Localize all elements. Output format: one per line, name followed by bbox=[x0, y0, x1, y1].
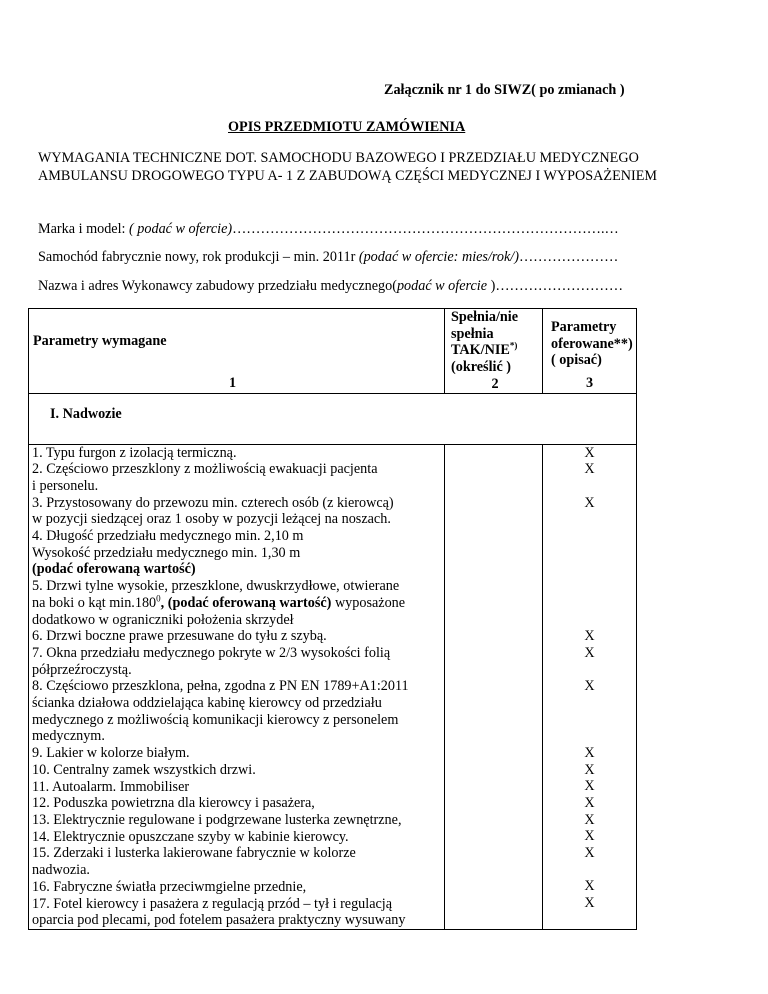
x-mark: X bbox=[584, 628, 595, 645]
x-mark bbox=[546, 728, 633, 745]
items-x-cell bbox=[543, 444, 637, 929]
x-mark: X bbox=[584, 895, 595, 912]
model-label: Marka i model: bbox=[38, 221, 130, 237]
vehicle-dots: ………………… bbox=[518, 249, 619, 265]
contractor-dots: ……………………… bbox=[495, 278, 623, 294]
list-item: na boki o kąt min.180$^0$, (podać oferowaną wartość) wyposażone bbox=[32, 593, 406, 611]
section-row bbox=[29, 393, 637, 444]
x-mark bbox=[546, 695, 633, 712]
list-item: 4. Długość przedziału medycznego min. 2,10 m bbox=[32, 528, 304, 545]
list-item: półprzeźroczystą. bbox=[32, 661, 132, 678]
items-compliance-cell bbox=[445, 444, 543, 929]
col3-header-label: Parametry oferowane**) ( opisać) bbox=[551, 319, 633, 368]
list-item: w pozycji siedzącej oraz 1 osoby w pozycji leżącej na noszach. bbox=[32, 511, 391, 528]
x-mark: X bbox=[584, 444, 595, 461]
x-mark bbox=[546, 595, 633, 612]
vehicle-label: Samochód fabrycznie nowy, rok produkcji – min. 2011r bbox=[38, 249, 359, 265]
contractor-field bbox=[38, 278, 623, 296]
x-mark: X bbox=[584, 744, 595, 761]
list-item: medycznym. bbox=[32, 728, 105, 745]
x-mark: X bbox=[584, 761, 595, 778]
x-mark: X bbox=[584, 828, 595, 845]
x-mark bbox=[546, 511, 633, 528]
x-mark bbox=[546, 478, 633, 495]
col3-number: 3 bbox=[585, 375, 594, 391]
table-header-row bbox=[29, 309, 637, 394]
items-text-cell bbox=[29, 444, 445, 929]
list-item: dodatkowo w ograniczniki położenia skrzydeł bbox=[32, 611, 294, 628]
list-item: (podać oferowaną wartość) bbox=[32, 561, 196, 578]
col1-header-label: Parametry wymagane bbox=[33, 333, 167, 349]
x-mark: X bbox=[584, 644, 595, 661]
col1-number: 1 bbox=[229, 375, 237, 391]
x-mark bbox=[546, 528, 633, 545]
x-mark: X bbox=[584, 811, 595, 828]
col2-header bbox=[445, 309, 543, 394]
col2-header-line: TAK/NIE*) bbox=[451, 340, 518, 359]
list-item: 9. Lakier w kolorze białym. bbox=[32, 745, 190, 762]
items-row bbox=[29, 444, 637, 929]
model-field bbox=[38, 221, 619, 239]
list-item: 3. Przystosowany do przewozu min. czterech osób (z kierowcą) bbox=[32, 494, 394, 511]
list-item: 8. Częściowo przeszklona, pełna, zgodna z PN EN 1789+A1:2011 bbox=[32, 678, 409, 695]
x-mark: X bbox=[584, 878, 595, 895]
list-item: 7. Okna przedziału medycznego pokryte w 2/3 wysokości folią bbox=[32, 644, 391, 661]
x-mark bbox=[546, 611, 633, 628]
x-mark: X bbox=[584, 778, 595, 795]
list-item: 14. Elektrycznie opuszczane szyby w kabinie kierowcy. bbox=[32, 828, 349, 845]
list-item: 17. Fotel kierowcy i pasażera z regulacją przód – tył i regulacją bbox=[32, 895, 393, 912]
col2-header-line: spełnia bbox=[451, 325, 494, 342]
list-item: 12. Poduszka powietrzna dla kierowcy i pasażera, bbox=[32, 795, 315, 812]
footnote-mark: *) bbox=[509, 340, 518, 351]
x-mark: X bbox=[584, 845, 595, 862]
col1-header bbox=[29, 309, 445, 394]
x-mark bbox=[546, 545, 633, 562]
list-item: 1. Typu furgon z izolacją termiczną. bbox=[32, 444, 237, 461]
vehicle-field bbox=[38, 249, 618, 267]
list-item: 16. Fabryczne światła przeciwmgielne przednie, bbox=[32, 878, 307, 895]
col2-number: 2 bbox=[491, 375, 499, 392]
list-item: ścianka działowa oddzielająca kabinę kierowcy od przedziału bbox=[32, 695, 382, 712]
x-mark bbox=[546, 578, 633, 595]
list-item: 6. Drzwi boczne prawe przesuwane do tyłu z szybą. bbox=[32, 628, 327, 645]
col3-header bbox=[543, 309, 637, 394]
annex-label: Załącznik nr 1 do SIWZ( po zmianach ) bbox=[384, 82, 625, 98]
list-item: 13. Elektrycznie regulowane i podgrzewane lusterka zewnętrzne, bbox=[32, 811, 402, 828]
list-item: 10. Centralny zamek wszystkich drzwi. bbox=[32, 761, 256, 778]
vehicle-hint: (podać w ofercie: mies/rok/) bbox=[358, 249, 519, 265]
list-item: 2. Częściowo przeszklony z możliwością ewakuacji pacjenta bbox=[32, 461, 378, 478]
x-mark: X bbox=[584, 494, 595, 511]
x-mark: X bbox=[584, 678, 595, 695]
page-title: OPIS PRZEDMIOTU ZAMÓWIENIA bbox=[228, 119, 466, 135]
x-mark bbox=[546, 862, 633, 879]
contractor-hint: podać w ofercie bbox=[396, 278, 488, 294]
list-item: Wysokość przedziału medycznego min. 1,30 m bbox=[32, 544, 301, 561]
x-mark: X bbox=[584, 794, 595, 811]
list-item: 5. Drzwi tylne wysokie, przeszklone, dwuskrzydłowe, otwierane bbox=[32, 578, 400, 595]
x-mark: X bbox=[584, 461, 595, 478]
x-mark bbox=[546, 661, 633, 678]
list-item: medycznego z możliwością komunikacji kierowcy z personelem bbox=[32, 711, 399, 728]
list-item: nadwozia. bbox=[32, 862, 90, 879]
list-item: i personelu. bbox=[32, 477, 99, 494]
section-title: I. Nadwozie bbox=[29, 393, 637, 444]
col2-header-line: Spełnia/nie bbox=[451, 309, 519, 325]
list-item: 11. Autoalarm. Immobiliser bbox=[32, 778, 190, 795]
requirements-heading: WYMAGANIA TECHNICZNE DOT. SAMOCHODU BAZOWEGO I PRZEDZIAŁU MEDYCZNEGO AMBULANSU DROGOWEGO TYPU A- 1 Z ZABUDOWĄ CZĘŚCI MEDYCZNEJ I WYPOSAŻENIEM bbox=[38, 150, 657, 184]
model-hint: ( podać w ofercie) bbox=[129, 221, 233, 237]
list-item: 15. Zderzaki i lusterka lakierowane fabrycznie w kolorze bbox=[32, 845, 356, 862]
contractor-label: Nazwa i adres Wykonawcy zabudowy przedziału medycznego( bbox=[38, 278, 397, 294]
x-mark bbox=[546, 561, 633, 578]
spec-table bbox=[28, 308, 637, 930]
model-dots: …………………………………………………………………….… bbox=[232, 221, 619, 237]
list-item: oparcia pod plecami, pod fotelem pasażera praktyczny wysuwany bbox=[32, 912, 406, 929]
x-mark bbox=[546, 912, 633, 929]
col2-header-line: (określić ) bbox=[451, 359, 512, 376]
contractor-close: ) bbox=[487, 278, 496, 294]
x-mark bbox=[546, 712, 633, 729]
